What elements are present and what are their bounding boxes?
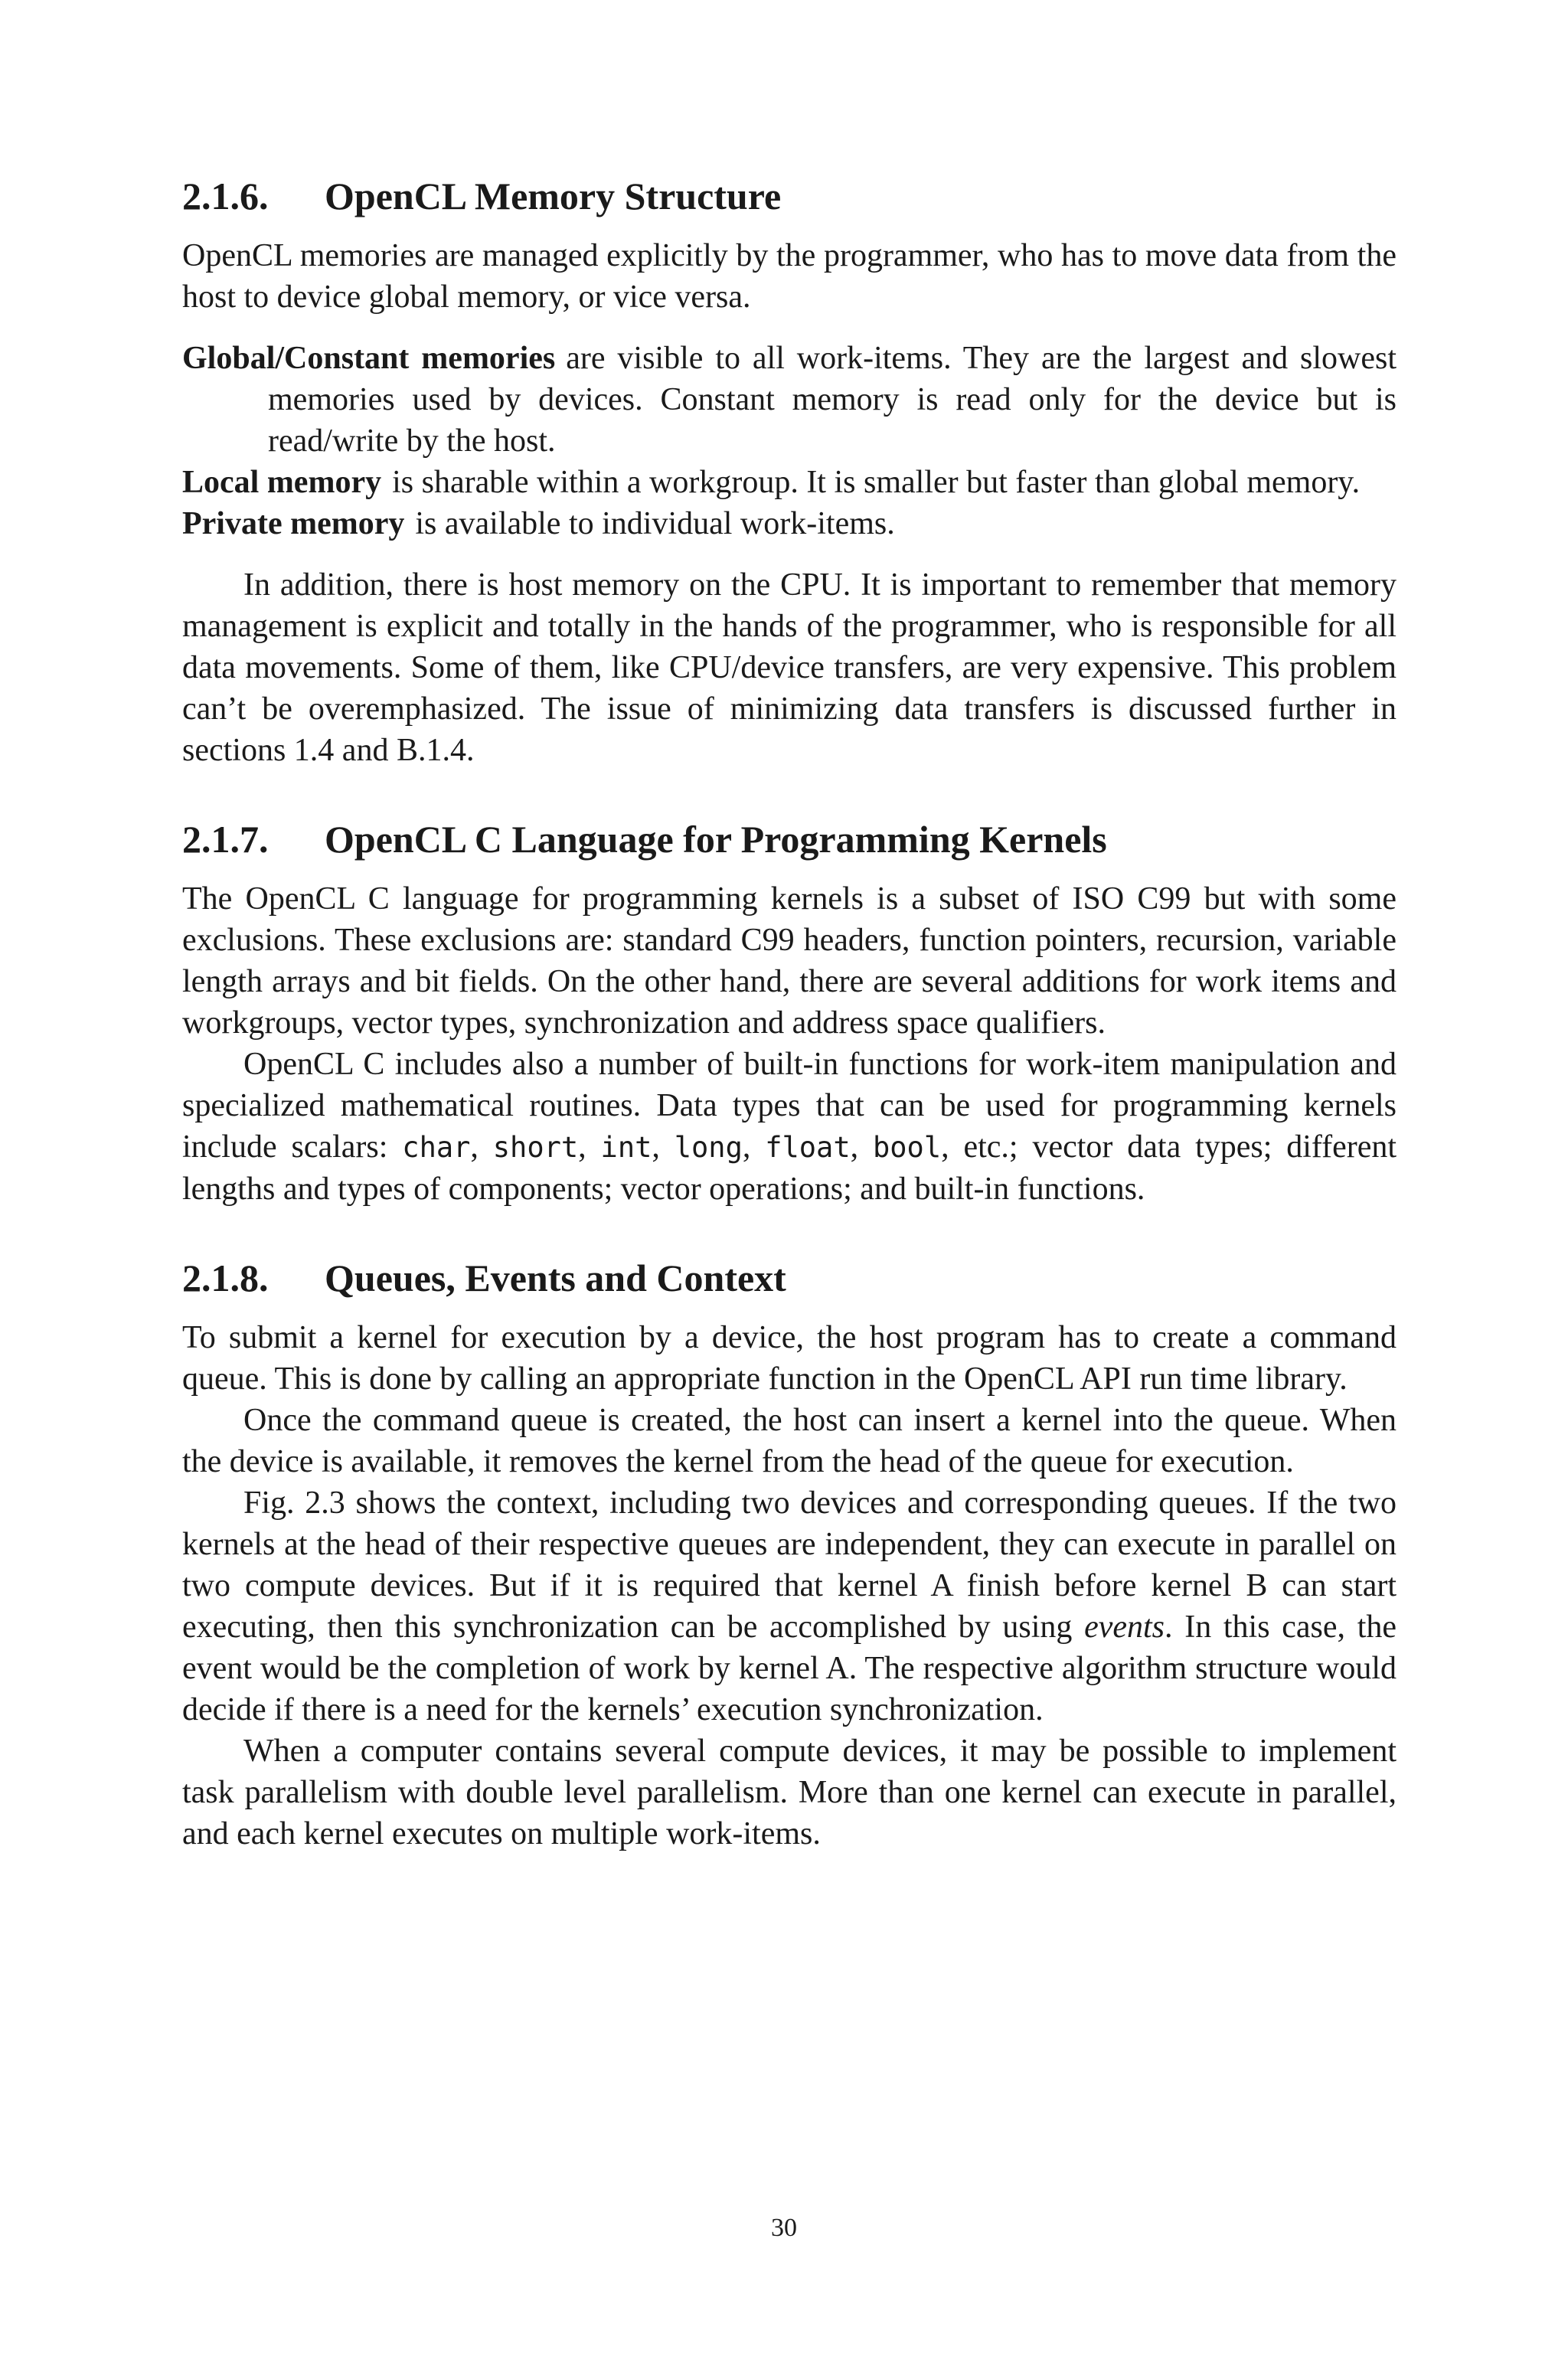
section-2-1-6	[182, 172, 1396, 771]
type-short: short	[492, 1131, 579, 1164]
paragraph-data-types: OpenCL C includes also a number of built-in functions for work-item manipulation and specialized mathematical routines. Data types that can be used for programming kernels include scalars: char, short, int, long, float, bool, etc.; vector data types; different lengths and types of components; vector operations; and built-in functions.	[182, 1047, 1397, 1207]
paragraph: The OpenCL C language for programming kernels is a subset of ISO C99 but with some exclusions. These exclusions are: standard C99 headers, function pointers, recursion, variable length arrays and bit fields. On the other hand, there are several additions for work items and workgroups, vector types, synchronization and address space qualifiers.	[182, 881, 1396, 1041]
section-heading	[182, 172, 1396, 220]
type-float: float	[765, 1131, 851, 1164]
definition-text: are visible to all work-items. They are the largest and slowest memories used by devices. Constant memory is read only for the device but is read/write by the host.	[268, 341, 1397, 459]
definition-text: is sharable within a workgroup. It is smaller but faster than global memory.	[392, 465, 1361, 500]
memory-definition-list	[182, 338, 1396, 544]
definition-term: Local memory	[182, 465, 382, 500]
type-int: int	[600, 1131, 652, 1164]
page-content	[182, 172, 1396, 1899]
section-heading	[182, 815, 1396, 863]
page-number: 30	[771, 2214, 797, 2242]
section-number: 2.1.8.	[182, 1257, 269, 1299]
section-heading	[182, 1254, 1396, 1302]
section-2-1-8	[182, 1254, 1396, 1855]
text-run: . In this case, the event would be the completion of work by kernel A. The respective algorithm structure would decide if there is a need for the kernels’ execution synchronization.	[182, 1610, 1397, 1727]
definition-term: Private memory	[182, 506, 405, 541]
paragraph: Once the command queue is created, the host can insert a kernel into the queue. When the device is available, it removes the kernel from the head of the queue for execution.	[182, 1403, 1396, 1479]
definition-local	[182, 462, 1396, 503]
paragraph: In addition, there is host memory on the CPU. It is important to remember that memory management is explicit and totally in the hands of the programmer, who is responsible for all data movements. Some of them, like CPU/device transfers, are very expensive. This problem can’t be overemphasized. The issue of minimizing data transfers is discussed further in sections 1.4 and B.1.4.	[182, 567, 1396, 768]
type-char: char	[402, 1131, 471, 1164]
paragraph: OpenCL memories are managed explicitly by the programmer, who has to move data from the host to device global memory, or vice versa.	[182, 238, 1396, 315]
section-title: OpenCL C Language for Programming Kernels	[325, 818, 1107, 861]
type-bool: bool	[873, 1131, 942, 1164]
text-run: Fig. 2.3 shows the context, including two devices and corresponding queues. If the two kernels at the head of their respective queues are independent, they can execute in parallel on two compute devices. But if it is required that kernel A finish before kernel B can start executing, then this synchronization can be accomplished by using	[182, 1485, 1396, 1645]
paragraph: To submit a kernel for execution by a device, the host program has to create a command queue. This is done by calling an appropriate function in the OpenCL API run time library.	[182, 1320, 1396, 1397]
text-run: OpenCL C includes also a number of built-in functions for work-item manipulation and specialized mathematical routines. Data types that can be used for programming kernels include scalars:	[182, 1047, 1396, 1165]
paragraph: When a computer contains several compute devices, it may be possible to implement task parallelism with double level parallelism. More than one kernel can execute in parallel, and each kernel executes on multiple work-items.	[182, 1734, 1396, 1851]
type-long: long	[674, 1131, 743, 1164]
definition-private	[182, 503, 1396, 544]
section-number: 2.1.6.	[182, 175, 269, 217]
section-title: Queues, Events and Context	[325, 1257, 786, 1299]
emphasis: events	[1084, 1610, 1165, 1645]
text-run: etc.; vector data types; different lengths and types of components; vector operations; and built-in functions.	[182, 1129, 1397, 1207]
definition-text: is available to individual work-items.	[415, 506, 895, 541]
definition-term: Global/Constant memories	[182, 341, 556, 376]
definition-global-constant	[182, 338, 1396, 462]
section-2-1-7	[182, 815, 1396, 1210]
section-title: OpenCL Memory Structure	[325, 175, 782, 217]
section-number: 2.1.7.	[182, 818, 269, 861]
paragraph-events	[182, 1482, 1396, 1730]
